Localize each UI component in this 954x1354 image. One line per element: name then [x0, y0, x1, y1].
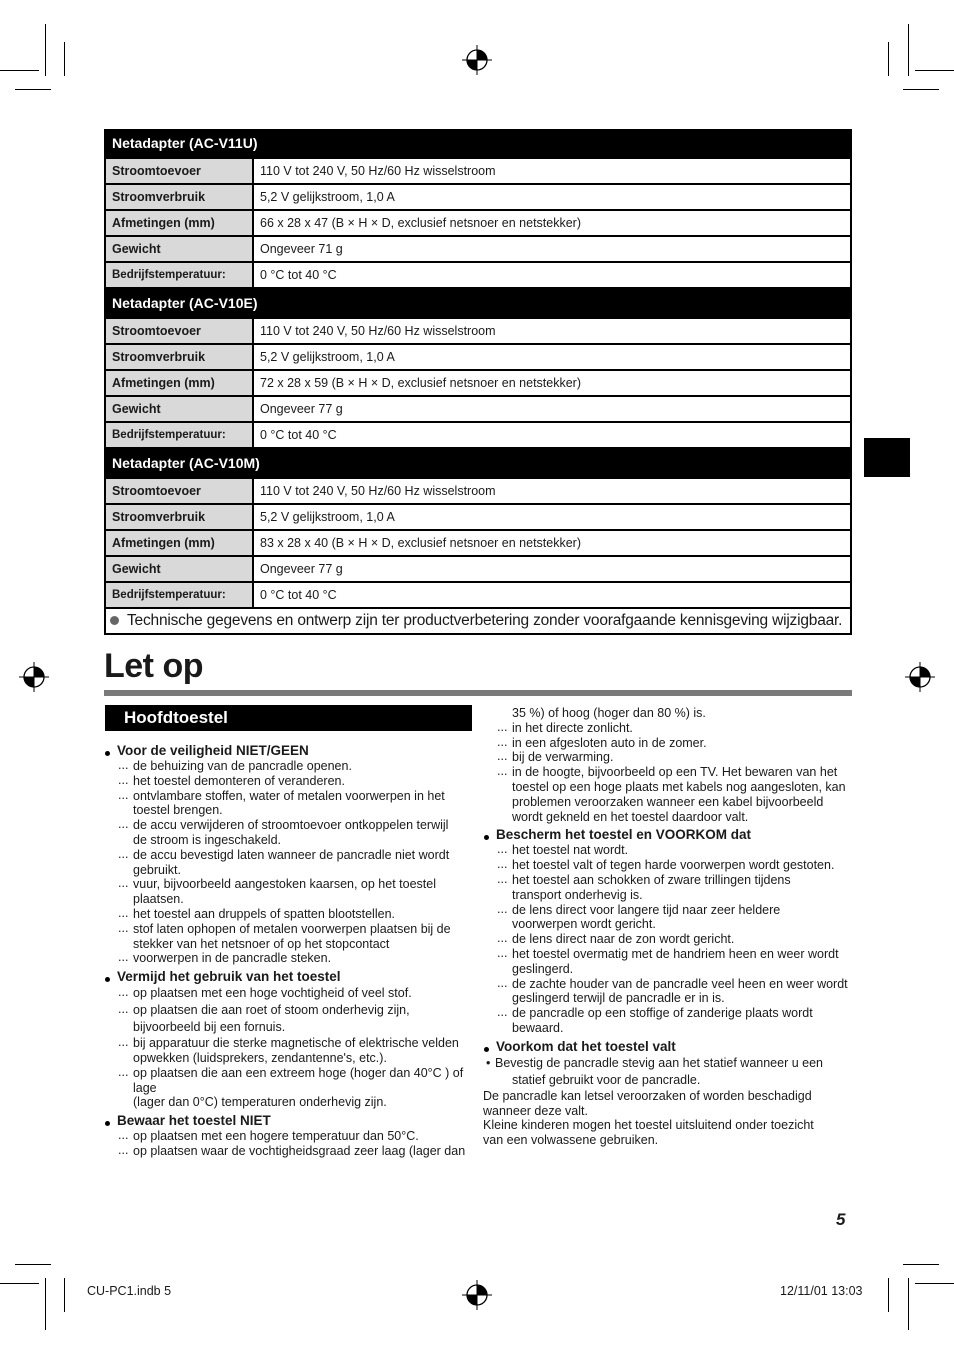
- list-item: ... de lens direct naar de zon wordt gericht.: [483, 932, 853, 947]
- list-item: ... voorwerpen in de pancradle steken.: [104, 951, 474, 966]
- list-item-continued: voorwerpen wordt gericht.: [512, 917, 656, 932]
- page-title: Let op: [104, 647, 203, 685]
- spec-row: [106, 317, 850, 343]
- list-item: ... stof laten ophopen of metalen voorwerpen plaatsen bij de: [104, 922, 474, 937]
- note-item-continued: statief gebruikt voor de pancradle.: [512, 1072, 701, 1087]
- list-item: ... in een afgesloten auto in de zomer.: [483, 736, 853, 751]
- paragraph-line: van een volwassene gebruiken.: [483, 1133, 659, 1148]
- paragraph-line: wanneer deze valt.: [483, 1103, 588, 1118]
- spec-section: [104, 129, 852, 289]
- spec-row: [106, 503, 850, 529]
- note-item: • Bevestig de pancradle stevig aan het statief wanneer u een: [483, 1055, 853, 1072]
- spec-value: 5,2 V gelijkstroom, 1,0 A: [260, 510, 395, 524]
- spec-label: Stroomverbruik: [106, 505, 254, 529]
- spec-tables: [104, 129, 852, 609]
- group-title: Vermijd het gebruik van het toestel: [104, 968, 474, 985]
- list-item: ... de accu verwijderen of stroomtoevoer ontkoppelen terwijl: [104, 818, 474, 833]
- spec-label: Bedrijfstemperatuur:: [106, 423, 254, 447]
- spec-label: Stroomtoevoer: [106, 479, 254, 503]
- group-title: Voorkom dat het toestel valt: [483, 1038, 853, 1055]
- spec-label: Bedrijfstemperatuur:: [106, 263, 254, 287]
- list-item-continued: stekker van het netsnoer of op het stopcontact: [133, 936, 390, 951]
- footer-timestamp: 12/11/01 13:03: [780, 1284, 863, 1298]
- spec-section: [104, 449, 852, 609]
- list-item: ... het toestel demonteren of veranderen.: [104, 774, 474, 789]
- list-item-continued: transport onderhevig is.: [512, 887, 643, 902]
- spec-label: Gewicht: [106, 397, 254, 421]
- spec-value: 110 V tot 240 V, 50 Hz/60 Hz wisselstroom: [260, 484, 496, 498]
- spec-value: 5,2 V gelijkstroom, 1,0 A: [260, 350, 395, 364]
- list-item: ... het toestel valt of tegen harde voorwerpen wordt gestoten.: [483, 858, 853, 873]
- spec-label: Stroomtoevoer: [106, 319, 254, 343]
- list-item: ... op plaatsen waar de vochtigheidsgraad zeer laag (lager dan: [104, 1144, 474, 1159]
- spec-row: [106, 581, 850, 607]
- list-item: ... op plaatsen die aan roet of stoom onderhevig zijn,: [104, 1002, 474, 1019]
- spec-value: 0 °C tot 40 °C: [260, 268, 337, 282]
- spec-value: Ongeveer 77 g: [260, 402, 343, 416]
- spec-label: Afmetingen (mm): [106, 371, 254, 395]
- spec-row: [106, 395, 850, 421]
- list-item: ... de behuizing van de pancradle openen.: [104, 759, 474, 774]
- group-title: Bewaar het toestel NIET: [104, 1112, 474, 1129]
- spec-label: Gewicht: [106, 557, 254, 581]
- crop-mark: [15, 1264, 51, 1265]
- list-item: ... bij de verwarming.: [483, 750, 853, 765]
- spec-value: 72 x 28 x 59 (B × H × D, exclusief netsnoer en netstekker): [260, 376, 581, 390]
- list-item-continued: problemen veroorzaken wanneer een kabel bijvoorbeeld: [512, 794, 824, 809]
- registration-target-icon: [19, 662, 49, 692]
- list-item-continued: toestel op een hoge plaats met kabels nog aangesloten, kan: [512, 779, 846, 794]
- spec-label: Stroomtoevoer: [106, 159, 254, 183]
- list-item-continued: bewaard.: [512, 1020, 564, 1035]
- spec-value: 66 x 28 x 47 (B × H × D, exclusief netsnoer en netstekker): [260, 216, 581, 230]
- spec-row: [106, 369, 850, 395]
- crop-mark: [64, 1278, 65, 1312]
- list-item-continued: 35 %) of hoog (hoger dan 80 %) is.: [512, 706, 706, 720]
- crop-mark: [903, 1264, 939, 1265]
- list-item: ... op plaatsen met een hoge vochtigheid of veel stof.: [104, 985, 474, 1002]
- spec-label: Gewicht: [106, 237, 254, 261]
- list-item: ... het toestel aan druppels of spatten blootstellen.: [104, 907, 474, 922]
- crop-mark: [888, 42, 889, 76]
- crop-mark: [903, 89, 939, 90]
- title-rule: [104, 690, 852, 696]
- spec-row: [106, 477, 850, 503]
- list-item-continued: (lager dan 0°C) temperaturen onderhevig zijn.: [133, 1095, 387, 1110]
- list-item: ... ontvlambare stoffen, water of metalen voorwerpen in het: [104, 789, 474, 804]
- crop-mark: [915, 70, 954, 71]
- right-column: [483, 706, 853, 1148]
- registration-target-icon: [462, 1280, 492, 1310]
- list-item-continued: bijvoorbeeld bij een fornuis.: [133, 1020, 286, 1035]
- spec-value: 83 x 28 x 40 (B × H × D, exclusief netsnoer en netstekker): [260, 536, 581, 550]
- crop-mark: [45, 1278, 46, 1330]
- spec-label: Bedrijfstemperatuur:: [106, 583, 254, 607]
- spec-section-title: Netadapter (AC-V10M): [106, 449, 850, 477]
- spec-row: [106, 235, 850, 261]
- list-item: ... in het directe zonlicht.: [483, 721, 853, 736]
- spec-row: [106, 421, 850, 447]
- spec-notice: [104, 607, 852, 635]
- spec-row: [106, 209, 850, 235]
- group-title: Bescherm het toestel en VOORKOM dat: [483, 826, 853, 843]
- crop-mark: [908, 24, 909, 76]
- list-item-continued: geslingerd.: [512, 961, 574, 976]
- spec-row: [106, 529, 850, 555]
- list-item-continued: plaatsen.: [133, 892, 184, 907]
- spec-value: 0 °C tot 40 °C: [260, 588, 337, 602]
- spec-row: [106, 343, 850, 369]
- crop-mark: [0, 70, 39, 71]
- spec-row: [106, 555, 850, 581]
- crop-mark: [915, 1283, 954, 1284]
- spec-row: [106, 183, 850, 209]
- footer-filename: CU-PC1.indb 5: [87, 1284, 172, 1298]
- spec-label: Afmetingen (mm): [106, 531, 254, 555]
- section-title: Hoofdtoestel: [105, 705, 472, 731]
- registration-target-icon: [905, 662, 935, 692]
- spec-section-title: Netadapter (AC-V11U): [106, 129, 850, 157]
- list-item: ... de zachte houder van de pancradle veel heen en weer wordt: [483, 977, 853, 992]
- spec-value: Ongeveer 71 g: [260, 242, 343, 256]
- spec-value: Ongeveer 77 g: [260, 562, 343, 576]
- spec-value: 110 V tot 240 V, 50 Hz/60 Hz wisselstroom: [260, 324, 496, 338]
- crop-mark: [908, 1278, 909, 1330]
- list-item-continued: gebruikt.: [133, 862, 181, 877]
- spec-section-title: Netadapter (AC-V10E): [106, 289, 850, 317]
- list-item: ... in de hoogte, bijvoorbeeld op een TV. Het bewaren van het: [483, 765, 853, 780]
- spec-label: Afmetingen (mm): [106, 211, 254, 235]
- list-item: ... het toestel aan schokken of zware trillingen tijdens: [483, 873, 853, 888]
- spec-value: 0 °C tot 40 °C: [260, 428, 337, 442]
- list-item: ... de lens direct voor langere tijd naar zeer heldere: [483, 903, 853, 918]
- list-item: ... de accu bevestigd laten wanneer de pancradle niet wordt: [104, 848, 474, 863]
- list-item: ... op plaatsen met een hogere temperatuur dan 50°C.: [104, 1129, 474, 1144]
- spec-label: Stroomverbruik: [106, 185, 254, 209]
- crop-mark: [15, 89, 51, 90]
- list-item: ... de pancradle op een stoffige of zanderige plaats wordt: [483, 1006, 853, 1021]
- page-number: 5: [836, 1210, 846, 1229]
- notice-text: Technische gegevens en ontwerp zijn ter productverbetering zonder voorafgaande kennisgeving wijzigbaar.: [127, 612, 843, 629]
- crop-mark: [64, 42, 65, 76]
- list-item: ... bij apparatuur die sterke magnetische of elektrische velden: [104, 1036, 474, 1051]
- crop-mark: [0, 1283, 39, 1284]
- spec-section: [104, 289, 852, 449]
- paragraph-line: De pancradle kan letsel veroorzaken of worden beschadigd: [483, 1088, 812, 1103]
- list-item-continued: toestel brengen.: [133, 803, 223, 818]
- side-tab-marker: [864, 438, 910, 477]
- bullet-icon: [110, 616, 119, 625]
- spec-row: [106, 157, 850, 183]
- group-title: Voor de veiligheid NIET/GEEN: [104, 742, 474, 759]
- list-item-continued: geslingerd terwijl de pancradle er in is.: [512, 991, 725, 1006]
- crop-mark: [888, 1278, 889, 1312]
- spec-label: Stroomverbruik: [106, 345, 254, 369]
- list-item: ... het toestel nat wordt.: [483, 843, 853, 858]
- list-item-continued: wordt gekneld en het toestel daardoor valt.: [512, 809, 749, 824]
- list-item: ... het toestel overmatig met de handriem heen en weer wordt: [483, 947, 853, 962]
- spec-value: 5,2 V gelijkstroom, 1,0 A: [260, 190, 395, 204]
- list-item-continued: opwekken (luidsprekers, zendantenne's, etc.).: [133, 1050, 387, 1065]
- list-item: ... vuur, bijvoorbeeld aangestoken kaarsen, op het toestel: [104, 877, 474, 892]
- left-column: [104, 740, 474, 1159]
- list-item-continued: de stroom is ingeschakeld.: [133, 832, 281, 847]
- spec-row: [106, 261, 850, 287]
- registration-target-icon: [462, 45, 492, 75]
- crop-mark: [45, 24, 46, 76]
- spec-value: 110 V tot 240 V, 50 Hz/60 Hz wisselstroom: [260, 164, 496, 178]
- paragraph-line: Kleine kinderen mogen het toestel uitsluitend onder toezicht: [483, 1118, 814, 1133]
- list-item: ... op plaatsen die aan een extreem hoge (hoger dan 40°C ) of lage: [104, 1066, 474, 1096]
